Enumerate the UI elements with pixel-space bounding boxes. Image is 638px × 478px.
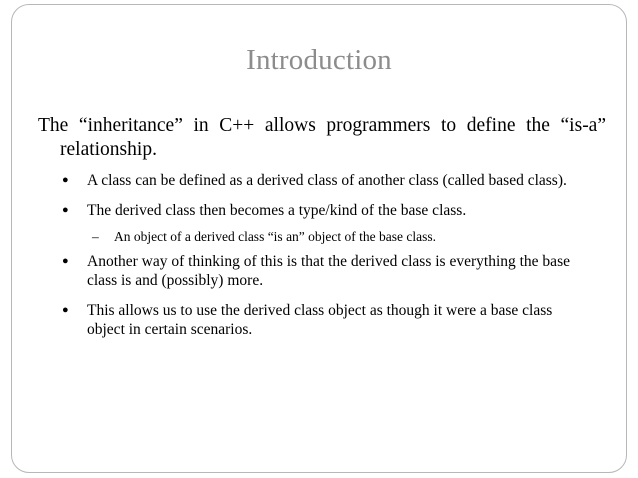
bullet-item [62,252,592,290]
sub-bullet-marker: – [92,229,99,244]
bullet-text: The derived class then becomes a type/kind of the base class. [87,202,467,219]
bullet-text: Another way of thinking of this is that the derived class is everything the base class is and (possibly) more. [87,253,570,289]
sub-bullet-text: An object of a derived class “is an” object of the base class. [114,229,437,244]
bullet-item [62,171,607,190]
bullet-item [62,201,607,220]
bullet-marker: ● [62,204,69,216]
sub-bullet-item [92,228,594,245]
bullet-marker: ● [62,304,69,316]
slide-title: Introduction [246,44,392,76]
bullet-text: This allows us to use the derived class object as though it were a base class object in certain scenarios. [87,302,553,338]
bullet-marker: ● [62,255,69,267]
intro-line-2: relationship. [60,139,157,160]
intro-line-1: The “inheritance” in C++ allows programmers to define the “is-a” [38,115,606,136]
bullet-marker: ● [62,174,69,186]
bullet-item [62,301,592,339]
bullet-text: A class can be defined as a derived class of another class (called based class). [87,172,567,189]
intro-paragraph [38,114,606,162]
